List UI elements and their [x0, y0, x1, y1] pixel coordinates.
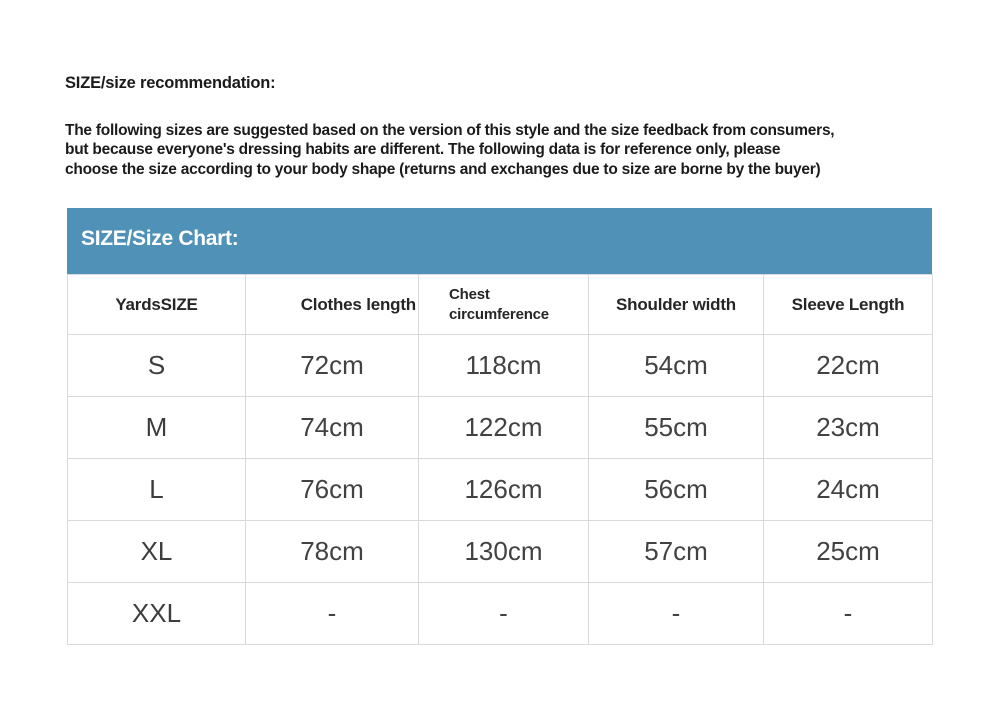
table-row-s [68, 335, 933, 397]
paragraph-line-2: but because everyone's dressing habits are different. The following data is for reference only, please [65, 141, 781, 159]
shoulder-width-cell: - [589, 583, 764, 645]
sleeve-length-cell: 24cm [764, 459, 933, 521]
size-recommendation-paragraph [65, 121, 834, 179]
table-header-row [68, 275, 933, 335]
paragraph-line-3: choose the size according to your body shape (returns and exchanges due to size are borne by the buyer) [65, 160, 821, 178]
table-row-xl [68, 521, 933, 583]
column-header-yards-size: YardsSIZE [68, 275, 246, 335]
size-chart-section [67, 208, 932, 645]
column-header-sleeve-length: Sleeve Length [764, 275, 933, 335]
clothes-length-cell: 72cm [246, 335, 419, 397]
paragraph-line-1: The following sizes are suggested based on the version of this style and the size feedback from consumers, [65, 122, 835, 139]
size-label-cell: XXL [68, 583, 246, 645]
size-label-cell: XL [68, 521, 246, 583]
clothes-length-cell: 76cm [246, 459, 419, 521]
table-row-xxl [68, 583, 933, 645]
size-chart-title: SIZE/Size Chart: [81, 227, 239, 250]
table-row-m [68, 397, 933, 459]
size-label-cell: L [68, 459, 246, 521]
chest-circumference-cell: 130cm [419, 521, 589, 583]
table-row-l [68, 459, 933, 521]
size-chart-title-bar [67, 208, 932, 274]
shoulder-width-cell: 54cm [589, 335, 764, 397]
chest-circumference-cell: - [419, 583, 589, 645]
sleeve-length-cell: 23cm [764, 397, 933, 459]
clothes-length-cell: 74cm [246, 397, 419, 459]
clothes-length-cell: 78cm [246, 521, 419, 583]
size-label-cell: S [68, 335, 246, 397]
clothes-length-cell: - [246, 583, 419, 645]
shoulder-width-cell: 57cm [589, 521, 764, 583]
sleeve-length-cell: - [764, 583, 933, 645]
size-table [67, 274, 933, 645]
size-label-cell: M [68, 397, 246, 459]
chest-circumference-cell: 118cm [419, 335, 589, 397]
sleeve-length-cell: 22cm [764, 335, 933, 397]
size-recommendation-heading: SIZE/size recommendation: [65, 74, 276, 92]
chest-circumference-cell: 122cm [419, 397, 589, 459]
sleeve-length-cell: 25cm [764, 521, 933, 583]
shoulder-width-cell: 56cm [589, 459, 764, 521]
column-header-clothes-length: Clothes length [246, 275, 419, 335]
chest-circumference-cell: 126cm [419, 459, 589, 521]
shoulder-width-cell: 55cm [589, 397, 764, 459]
column-header-shoulder-width: Shoulder width [589, 275, 764, 335]
column-header-chest-circumference: Chest circumference [419, 275, 589, 335]
